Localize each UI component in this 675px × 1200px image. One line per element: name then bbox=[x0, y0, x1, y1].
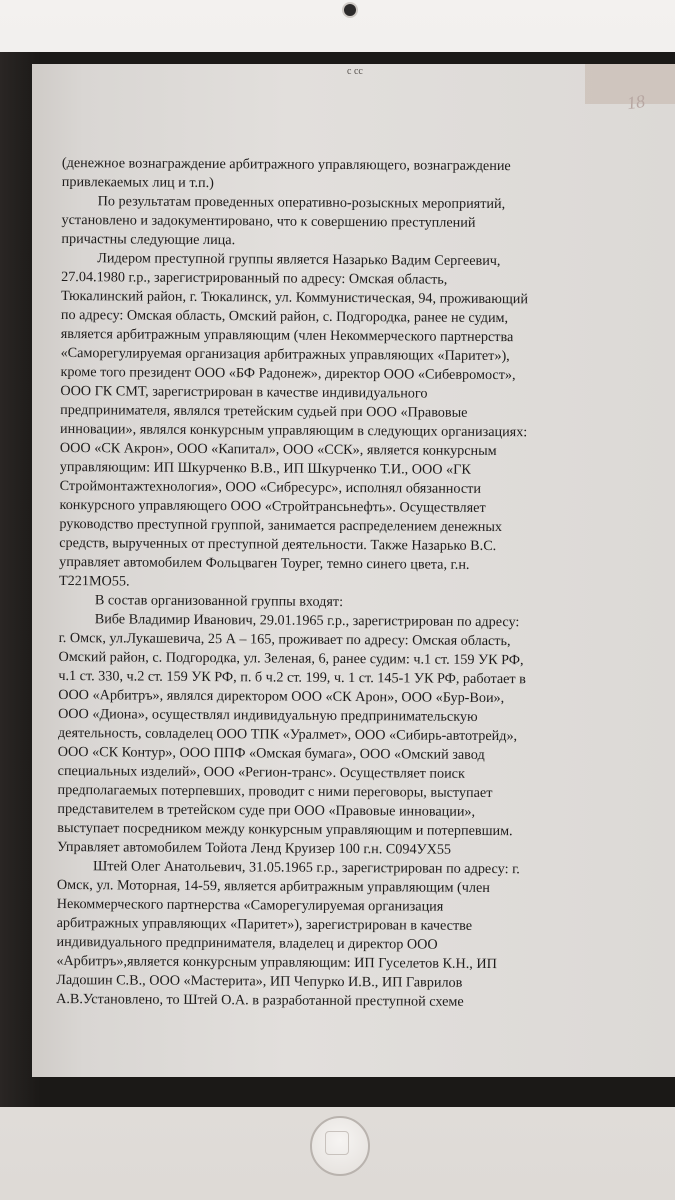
text-line: Некоммерческого партнерства «Саморегулируемая организация bbox=[56, 895, 444, 915]
text-line: представителем в третейском суде при ООО «Правовые инновации», bbox=[57, 800, 476, 820]
text-line: по адресу: Омская область, Омский район, с. Подгородка, ранее не судим, bbox=[60, 306, 509, 327]
text-line: «Арбитръ»,является конкурсным управляющим: ИП Гуселетов К.Н., ИП bbox=[56, 952, 497, 973]
text-line: А.В.Установлено, то Штей О.А. в разработанной преступной схеме bbox=[56, 990, 464, 1010]
header-marks: с сс bbox=[347, 66, 363, 77]
text-line: средств, вырученных от преступной деятельности. Также Назарько В.С. bbox=[59, 534, 497, 555]
text-line: ООО «Диона», осуществлял индивидуальную предпринимательскую bbox=[58, 705, 478, 725]
text-line: кроме того президент ООО «БФ Радонеж», директор ООО «Сибевромост», bbox=[60, 363, 516, 384]
text-line: индивидуального предпринимателя, владелец и директор ООО bbox=[56, 933, 438, 953]
text-line: Омск, ул. Моторная, 14-59, является арбитражным управляющим (член bbox=[56, 876, 490, 897]
text-line: ООО «СК Акрон», ООО «Капитал», ООО «ССК», является конкурсным bbox=[59, 439, 497, 460]
text-line: управляет автомобилем Фольцваген Тоурег, темно синего цвета, г.н. bbox=[59, 553, 470, 573]
text-line: деятельность, совладелец ООО ТПК «Уралмет», ООО «Сибирь-автотрейд», bbox=[57, 724, 518, 745]
text-line: Лидером преступной группы является Назарько Вадим Сергеевич, bbox=[97, 250, 501, 270]
home-button-icon bbox=[325, 1131, 349, 1155]
text-line: Штей Олег Анатольевич, 31.05.1965 г.р., зарегистрирован по адресу: г. bbox=[92, 858, 520, 878]
text-line: Строймонтажтехнология», ООО «Сибресурс», исполнял обязанности bbox=[59, 477, 482, 497]
text-line: ООО «СК Контур», ООО ППФ «Омская бумага», ООО «Омский завод bbox=[57, 743, 485, 763]
text-line: специальных изделий», ООО «Регион-транс». Осуществляет поиск bbox=[57, 762, 465, 782]
text-line: управляющим: ИП Шкурченко В.В., ИП Шкурченко Т.И., ООО «ГК bbox=[59, 458, 471, 478]
text-line: конкурсного управляющего ООО «Стройтрансьнефть». Осуществляет bbox=[59, 496, 486, 516]
text-line: руководство преступной группой, занимается распределением денежных bbox=[59, 515, 503, 536]
text-line: причастны следующие лица. bbox=[61, 230, 236, 249]
camera-icon bbox=[344, 4, 356, 16]
text-line: ООО «Арбитръ», являлся директором ООО «СК Арон», ООО «Бур-Вои», bbox=[58, 686, 505, 707]
text-line: выступает посредником между конкурсным управляющим и потерпевшим. bbox=[57, 819, 513, 840]
text-line: привлекаемых лиц и т.п.) bbox=[61, 173, 214, 192]
text-line: Вибе Владимир Иванович, 29.01.1965 г.р., зарегистрирован по адресу: bbox=[94, 611, 520, 631]
page-number-mark: 18 bbox=[625, 90, 647, 114]
text-line: ч.1 ст. 330, ч.2 ст. 159 УК РФ, п. б ч.2 ст. 199, ч. 1 ст. 145-1 УК РФ, работает в bbox=[58, 667, 526, 688]
text-line: Т221МО55. bbox=[58, 572, 130, 590]
text-line: По результатам проведенных оперативно-розыскных мероприятий, bbox=[97, 193, 506, 213]
text-line: Управляет автомобилем Тойота Ленд Круизер 100 г.н. С094УХ55 bbox=[57, 838, 452, 858]
text-line: «Саморегулируемая организация арбитражных управляющих «Паритет»), bbox=[60, 344, 510, 365]
text-line: арбитражных управляющих «Паритет»), зарегистрирован в качестве bbox=[56, 914, 473, 934]
text-line: ООО ГК СМТ, зарегистрирован в качестве индивидуального bbox=[60, 382, 428, 402]
text-line: Ладошин С.В., ООО «Мастерита», ИП Чепурко И.В., ИП Гаврилов bbox=[56, 971, 463, 991]
text-line: предполагаемых потерпевших, проводит с ними переговоры, выступает bbox=[57, 781, 493, 802]
document-text bbox=[56, 154, 622, 1013]
text-line: инновации», являлся конкурсным управляющим в следующих организациях: bbox=[60, 420, 528, 441]
text-line: является арбитражным управляющим (член Некоммерческого партнерства bbox=[60, 325, 514, 346]
text-line: г. Омск, ул.Лукашевича, 25 А – 165, проживает по адресу: Омская область, bbox=[58, 629, 511, 650]
document-page bbox=[32, 64, 675, 1077]
text-line: (денежное вознаграждение арбитражного управляющего, вознаграждение bbox=[61, 154, 511, 175]
text-line: предпринимателя, являлся третейским судьей при ООО «Правовые bbox=[60, 401, 468, 421]
text-line: Тюкалинский район, г. Тюкалинск, ул. Коммунистическая, 94, проживающий bbox=[60, 287, 529, 308]
text-line: В состав организованной группы входят: bbox=[94, 592, 344, 610]
text-line: Омский район, с. Подгородка, ул. Зеленая, 6, ранее судим: ч.1 ст. 159 УК РФ, bbox=[58, 648, 524, 669]
text-line: установлено и задокументировано, что к совершению преступлений bbox=[61, 211, 476, 231]
text-line: 27.04.1980 г.р., зарегистрированный по адресу: Омская область, bbox=[61, 268, 448, 288]
